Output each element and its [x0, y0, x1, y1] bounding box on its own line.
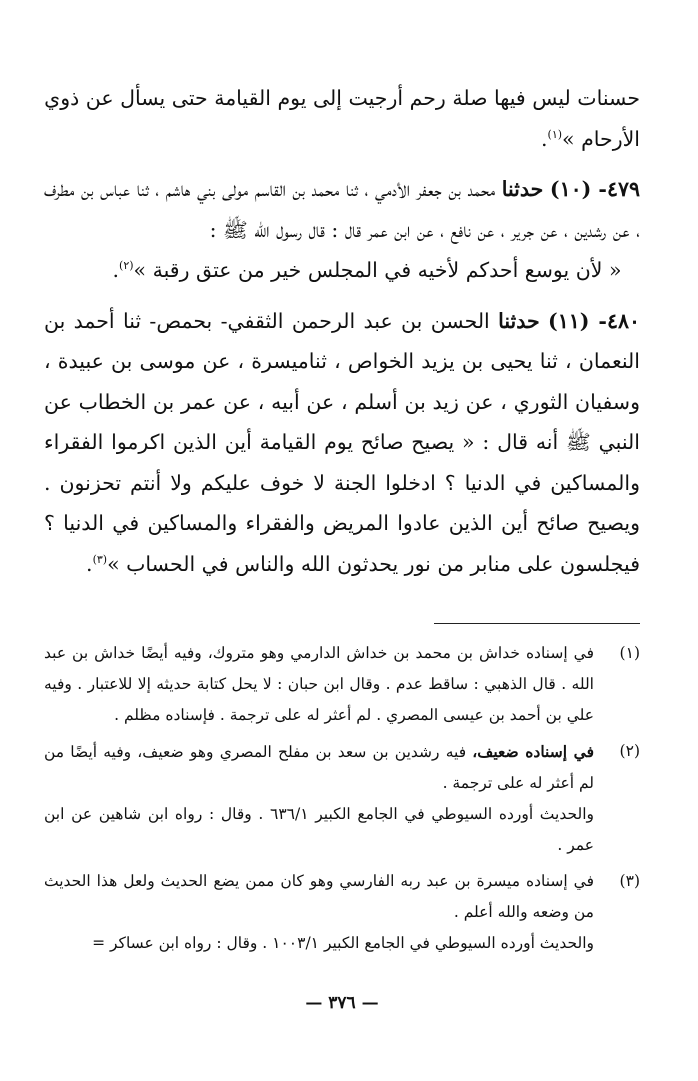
footnote-number: (١)	[619, 644, 640, 662]
footnote-divider	[434, 623, 640, 624]
narration-word: حدثنا	[498, 308, 540, 333]
carry-line-1: حسنات ليس فيها صلة رحم أرجيت إلى يوم القيامة حتى يسأل عن ذوي	[44, 86, 640, 110]
footnote-lead: في إسناده ضعيف،	[472, 742, 595, 761]
book-page	[44, 78, 640, 1081]
hadith-479-quote: « لأن يوسع أحدكم لأخيه في المجلس خير من عتق رقبة »$^{(٢)}$.	[112, 258, 622, 282]
footnote-1	[44, 638, 640, 731]
footnote-ref-2: (٢)	[119, 259, 134, 273]
hadith-479	[44, 169, 640, 250]
footnote-2	[44, 736, 640, 861]
hadith-number: ٤٧٩- (١٠)	[549, 177, 640, 201]
footnote-ref-1: (١)	[547, 127, 563, 141]
hadith-480: ٤٨٠- (١١) حدثنا الحسن بن عبد الرحمن الثقفي- بحمص- ثنا أحمد بن النعمان ، ثنا يحيى بن يزيد الخواص ، ثناميسرة ، عن موسى بن عبيدة ، وسفيان الثوري ، عن زيد بن أسلم ، عن أبيه ، عن عمر بن الخطاب عن النبي ﷺ أنه قال : « يصيح صائح يوم القيامة أين الذين اكرموا الفقراء والمساكين في الدنيا ؟ ادخلوا الجنة لا خوف عليكم ولا أنتم تحزنون . ويصيح صائح أين الذين عادوا المريض والفقراء والمساكين في الدنيا ؟ فيجلسون على منابر من نور يحدثون الله والناس في الحساب »$^{(٣)}$.	[44, 308, 640, 576]
footnotes	[44, 638, 640, 959]
footnote-3	[44, 866, 640, 959]
hadith-text: محمد بن جعفر الأدمي ، ثنا محمد بن القاسم مولى بني هاشم ، ثنا عباس بن مطرف ، عن رشدين ، عن جرير ، عن نافع ، عن ابن عمر قال : قال رسول الله ﷺ :	[44, 177, 640, 242]
footnote-extra: والحديث أورده السيوطي في الجامع الكبير ١٠٠٣/١ . وقال : رواه ابن عساكر =	[92, 934, 594, 952]
carry-line-2: الأرحام »	[562, 126, 640, 151]
footnote-number: (٣)	[619, 872, 640, 890]
footnote-ref-3: (٣)	[92, 552, 108, 566]
hadith-quote: « لأن يوسع أحدكم لأخيه في المجلس خير من عتق رقبة »	[133, 258, 622, 282]
footnote-text: في إسناده ضعيف، فيه رشدين بن سعد بن مفلح المصري وهو ضعيف، وفيه أيضًا من لم أعثر له على ترجمة .	[44, 742, 595, 792]
hadith-number: ٤٨٠- (١١)	[548, 308, 640, 333]
narration-word: حدثنا	[501, 177, 544, 201]
carry-over-paragraph: حسنات ليس فيها صلة رحم أرجيت إلى يوم القيامة حتى يسأل عن ذوي الأرحام »$^{(١)}$.	[44, 86, 640, 151]
footnote-text: في إسناده ميسرة بن عبد ربه الفارسي وهو كان ممن يضع الحديث ولعل هذا الحديث من وضعه والله أعلم .	[44, 872, 594, 921]
footnote-number: (٢)	[619, 742, 640, 760]
footnote-text: في إسناده خداش بن محمد بن خداش الدارمي وهو متروك، وفيه أيضًا خداش بن عبد الله . قال الذهبي : ساقط عدم . وقال ابن حبان : لا يحل كتابة حديثه إلا للاعتبار . وفيه علي بن أحمد بن عيسى المصري . لم أعثر له على ترجمة . فإسناده مظلم .	[44, 644, 594, 724]
footnote-extra: والحديث أورده السيوطي في الجامع الكبير ٦٣٦/١ . وقال : رواه ابن شاهين عن ابن عمر .	[44, 805, 594, 854]
main-text	[44, 78, 640, 584]
page-number: — ٣٧٦ —	[305, 993, 379, 1013]
hadith-text: الحسن بن عبد الرحمن الثقفي- بحمص- ثنا أحمد بن النعمان ، ثنا يحيى بن يزيد الخواص ، ثناميسرة ، عن موسى بن عبيدة ، وسفيان الثوري ، عن زيد بن أسلم ، عن أبيه ، عن عمر بن الخطاب عن النبي ﷺ أنه قال : « يصيح صائح يوم القيامة أين الذين اكرموا الفقراء والمساكين في الدنيا ؟ ادخلوا الجنة لا خوف عليكم ولا أنتم تحزنون . ويصيح صائح أين الذين عادوا المريض والفقراء والمساكين في الدنيا ؟ فيجلسون على منابر من نور يحدثون الله والناس في الحساب »	[44, 308, 640, 576]
